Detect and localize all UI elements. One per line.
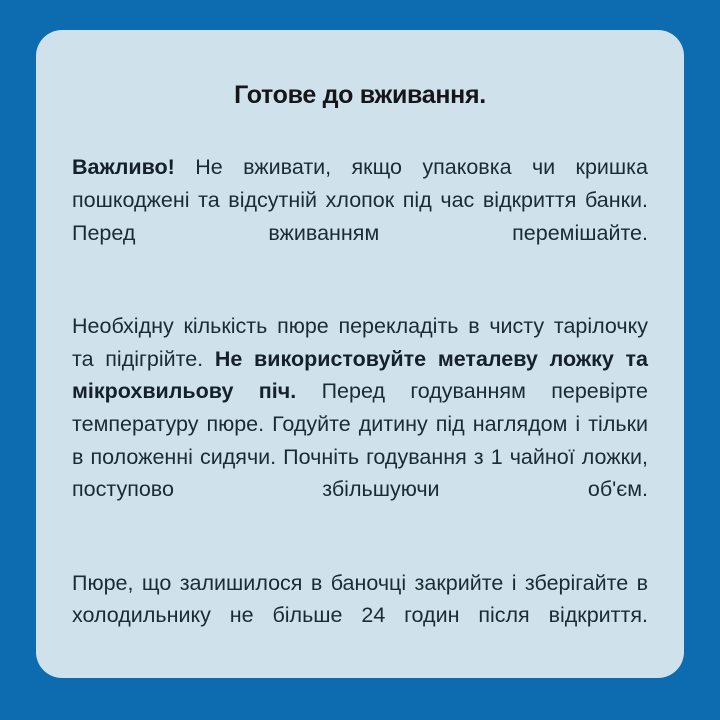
- usage-text-part2: Перед годуванням перевірте температуру пюре. Годуйте дитину під наглядом і тільки в положенні сидячи. Почніть годування з 1 чайної ложки, поступово збільшуючи об'єм.: [72, 379, 648, 502]
- instructions-card: [36, 30, 684, 678]
- usage-bold-warning: Не використовуйте металеву ложку та мікрохвильову піч.: [72, 346, 648, 404]
- important-label: Важливо!: [72, 155, 175, 180]
- usage-text-part1: Необхідну кількість пюре перекладіть в чисту тарілочку та підігрійте.: [72, 313, 648, 371]
- page-title: Готове до вживання.: [234, 81, 486, 109]
- important-notice-text: Не вживати, якщо упаковка чи кришка пошкоджені та відсутній хлопок під час відкриття банки. Перед вживанням перемішайте.: [72, 155, 648, 245]
- storage-instructions-paragraph: Пюре, що залишилося в баночці закрийте і зберігайте в холодильнику не більше 24 годин після відкриття.: [72, 570, 648, 628]
- important-notice-paragraph: [72, 151, 648, 282]
- usage-instructions-paragraph: [72, 310, 648, 539]
